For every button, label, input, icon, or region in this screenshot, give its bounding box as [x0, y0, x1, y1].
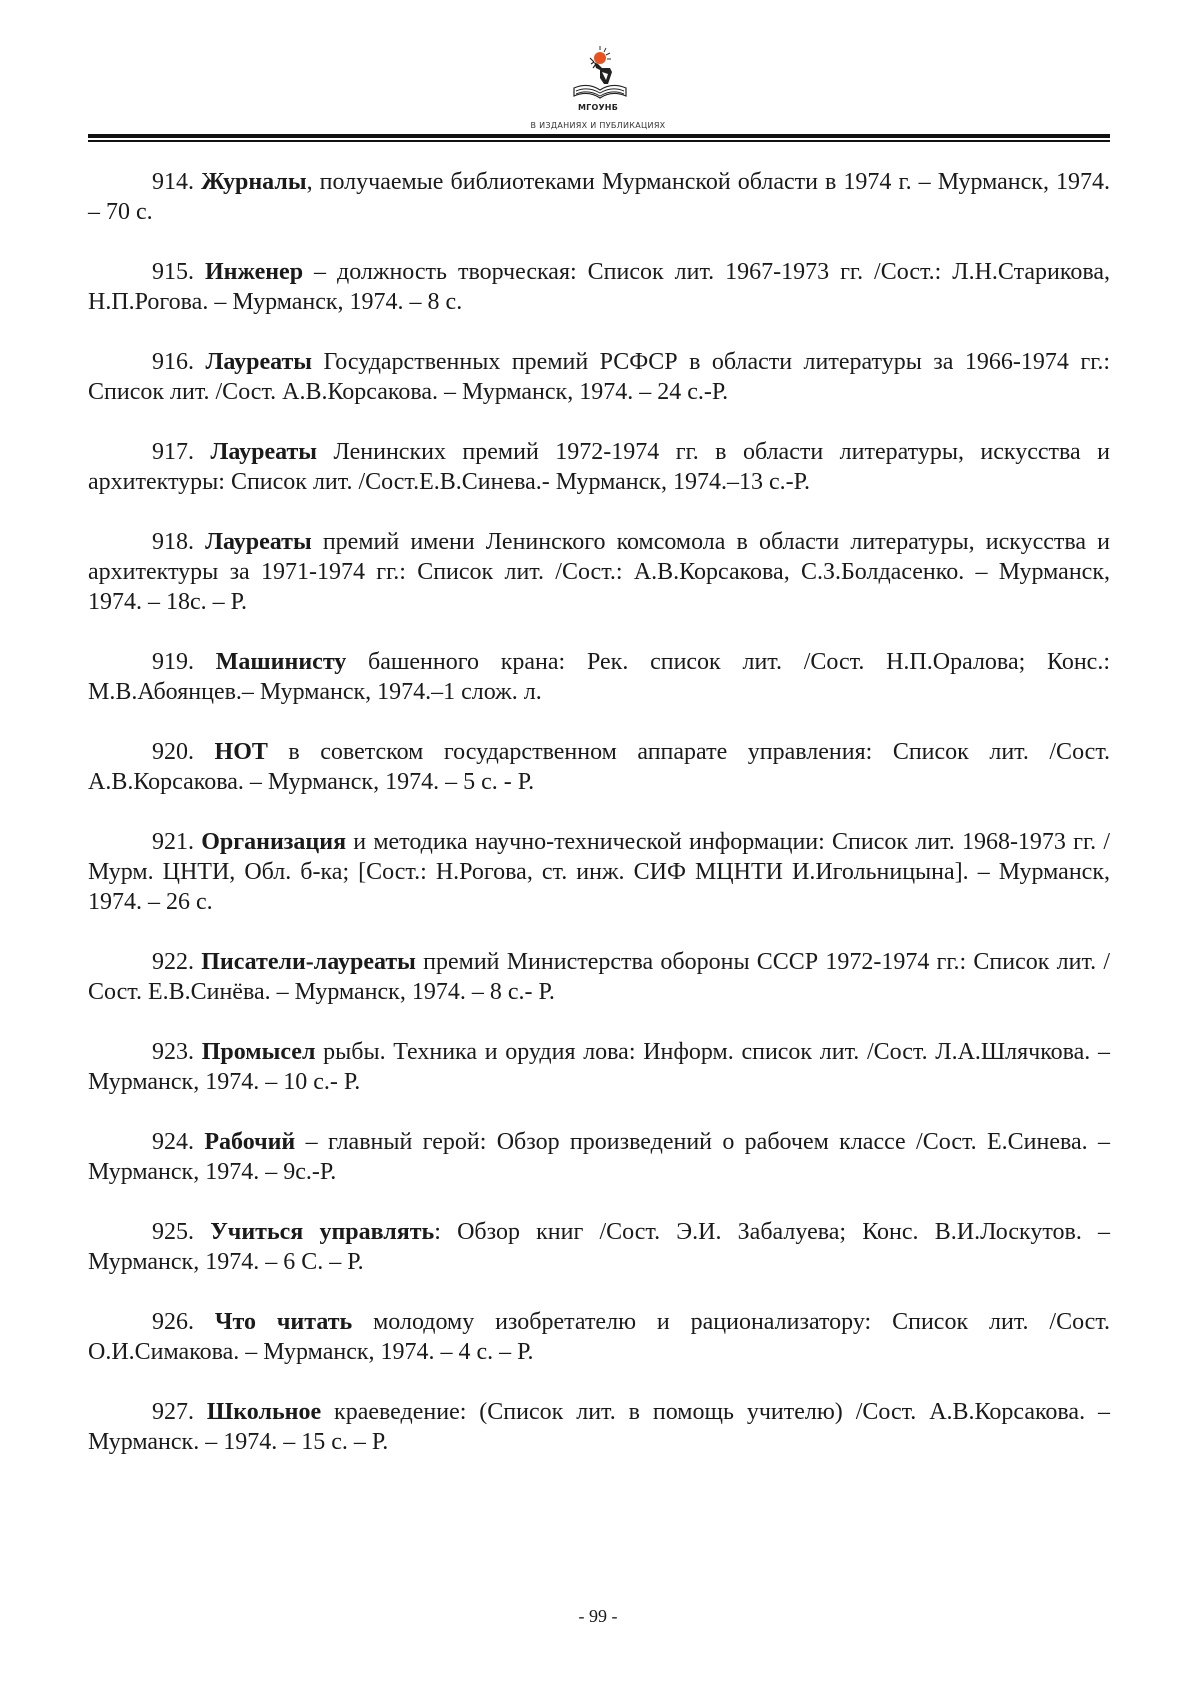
bibliography-entry [88, 647, 1110, 707]
entry-title: НОТ [214, 739, 268, 765]
bibliography-entry [88, 737, 1110, 797]
entry-description: и методика научно-технической информации: Список лит. 1968-1973 гг. /Мурм. ЦНТИ, Обл. б-ка; [Сост.: Н.Рогова, ст. инж. СИФ МЦНТИ И.Игольницына]. – Мурманск, 1974. – 26 с. [88, 829, 1110, 915]
entry-title: Школьное [206, 1399, 322, 1425]
entry-description: – главный герой: Обзор произведений о рабочем классе /Сост. Е.Синева. – Мурманск, 1974. – 9с.-Р. [88, 1129, 1110, 1185]
bibliography-entry [88, 347, 1110, 407]
entry-number: 922. [152, 949, 194, 975]
entry-description: в советском государственном аппарате управления: Список лит. /Сост. А.В.Корсакова. – Мурманск, 1974. – 5 с. - Р. [88, 739, 1110, 795]
entry-number: 921. [152, 829, 194, 855]
bibliography-entry [88, 257, 1110, 317]
entry-description: – должность творческая: Список лит. 1967-1973 гг. /Сост.: Л.Н.Старикова, Н.П.Рогова. – Мурманск, 1974. – 8 с. [88, 259, 1110, 315]
entry-number: 914. [152, 169, 194, 195]
entry-title: Лауреаты [210, 439, 318, 465]
entry-number: 927. [152, 1399, 194, 1425]
page-number: - 99 - [578, 1606, 618, 1626]
entry-description: молодому изобретателю и рационализатору: Список лит. /Сост. О.И.Симакова. – Мурманск, 1974. – 4 с. – Р. [88, 1309, 1111, 1365]
entry-description: Ленинских премий 1972-1974 гг. в области литературы, искусства и архитектуры: Список лит. /Сост.Е.В.Синева.- Мурманск, 1974.–13 с.-Р. [88, 439, 1111, 495]
entry-number: 923. [152, 1039, 194, 1065]
entry-description: : Обзор книг /Сост. Э.И. Забалуева; Конс. В.И.Лоскутов. – Мурманск, 1974. – 6 С. – Р. [88, 1219, 1111, 1275]
entry-title: Журналы [201, 169, 307, 195]
logo-name: МГОУНБ [577, 103, 619, 112]
entry-description: рыбы. Техника и орудия лова: Информ. список лит. /Сост. Л.А.Шлячкова. – Мурманск, 1974. – 10 с.- Р. [88, 1039, 1111, 1095]
entry-title: Рабочий [204, 1129, 296, 1155]
entry-title: Что читать [214, 1309, 353, 1335]
entry-number: 915. [152, 259, 194, 285]
page-header [0, 0, 1196, 150]
header-rule-thick [88, 134, 1110, 138]
logo-subtitle: В ИЗДАНИЯХ И ПУБЛИКАЦИЯХ [530, 121, 666, 130]
entry-number: 916. [152, 349, 194, 375]
entry-description: премий Министерства обороны СССР 1972-1974 гг.: Список лит. /Сост. Е.В.Синёва. – Мурманск, 1974. – 8 с.- Р. [88, 949, 1111, 1005]
entry-title: Лауреаты [205, 349, 313, 375]
entry-number: 920. [152, 739, 194, 765]
entry-number: 919. [152, 649, 194, 675]
bibliography-entry [88, 1037, 1110, 1097]
bibliography-entry [88, 827, 1110, 917]
entry-title: Учиться управлять [210, 1219, 435, 1245]
entry-number: 925. [152, 1219, 194, 1245]
bibliography-entry [88, 1217, 1110, 1277]
bibliography-entry [88, 947, 1110, 1007]
entry-title: Инженер [204, 259, 304, 285]
entry-description: , получаемые библиотеками Мурманской области в 1974 г. – Мурманск, 1974. – 70 с. [88, 169, 1110, 225]
deer-sun-book-emblem-icon [560, 44, 640, 104]
bibliography-entry [88, 167, 1110, 227]
entry-title: Организация [201, 829, 347, 855]
entry-number: 924. [152, 1129, 194, 1155]
bibliography-entry [88, 1127, 1110, 1187]
entry-title: Машинисту [215, 649, 347, 675]
bibliography-entry [88, 1397, 1110, 1457]
entry-description: башенного крана: Рек. список лит. /Сост. Н.П.Оралова; Конс.: М.В.Абоянцев.– Мурманск, 1974.–1 слож. л. [88, 649, 1111, 705]
entry-number: 926. [152, 1309, 194, 1335]
bibliography-entry [88, 437, 1110, 497]
entry-title: Лауреаты [205, 529, 312, 555]
entry-description: Государственных премий РСФСР в области литературы за 1966-1974 гг.: Список лит. /Сост. А.В.Корсакова. – Мурманск, 1974. – 24 с.-Р. [88, 349, 1110, 405]
entry-title: Промысел [201, 1039, 316, 1065]
entry-number: 918. [152, 529, 194, 555]
entry-description: премий имени Ленинского комсомола в области литературы, искусства и архитектуры за 1971-1974 гг.: Список лит. /Сост.: А.В.Корсакова, С.З.Болдасенко. – Мурманск, 1974. – 18с. – Р. [88, 529, 1111, 615]
entry-title: Писатели-лауреаты [201, 949, 416, 975]
entry-description: краеведение: (Список лит. в помощь учителю) /Сост. А.В.Корсакова. – Мурманск. – 1974. – 15 с. – Р. [88, 1399, 1110, 1455]
bibliography-entry [88, 527, 1110, 617]
bibliography-entry [88, 1307, 1110, 1367]
header-rule-thin [88, 140, 1110, 142]
entry-number: 917. [152, 439, 194, 465]
bibliography-list [88, 167, 1110, 1487]
